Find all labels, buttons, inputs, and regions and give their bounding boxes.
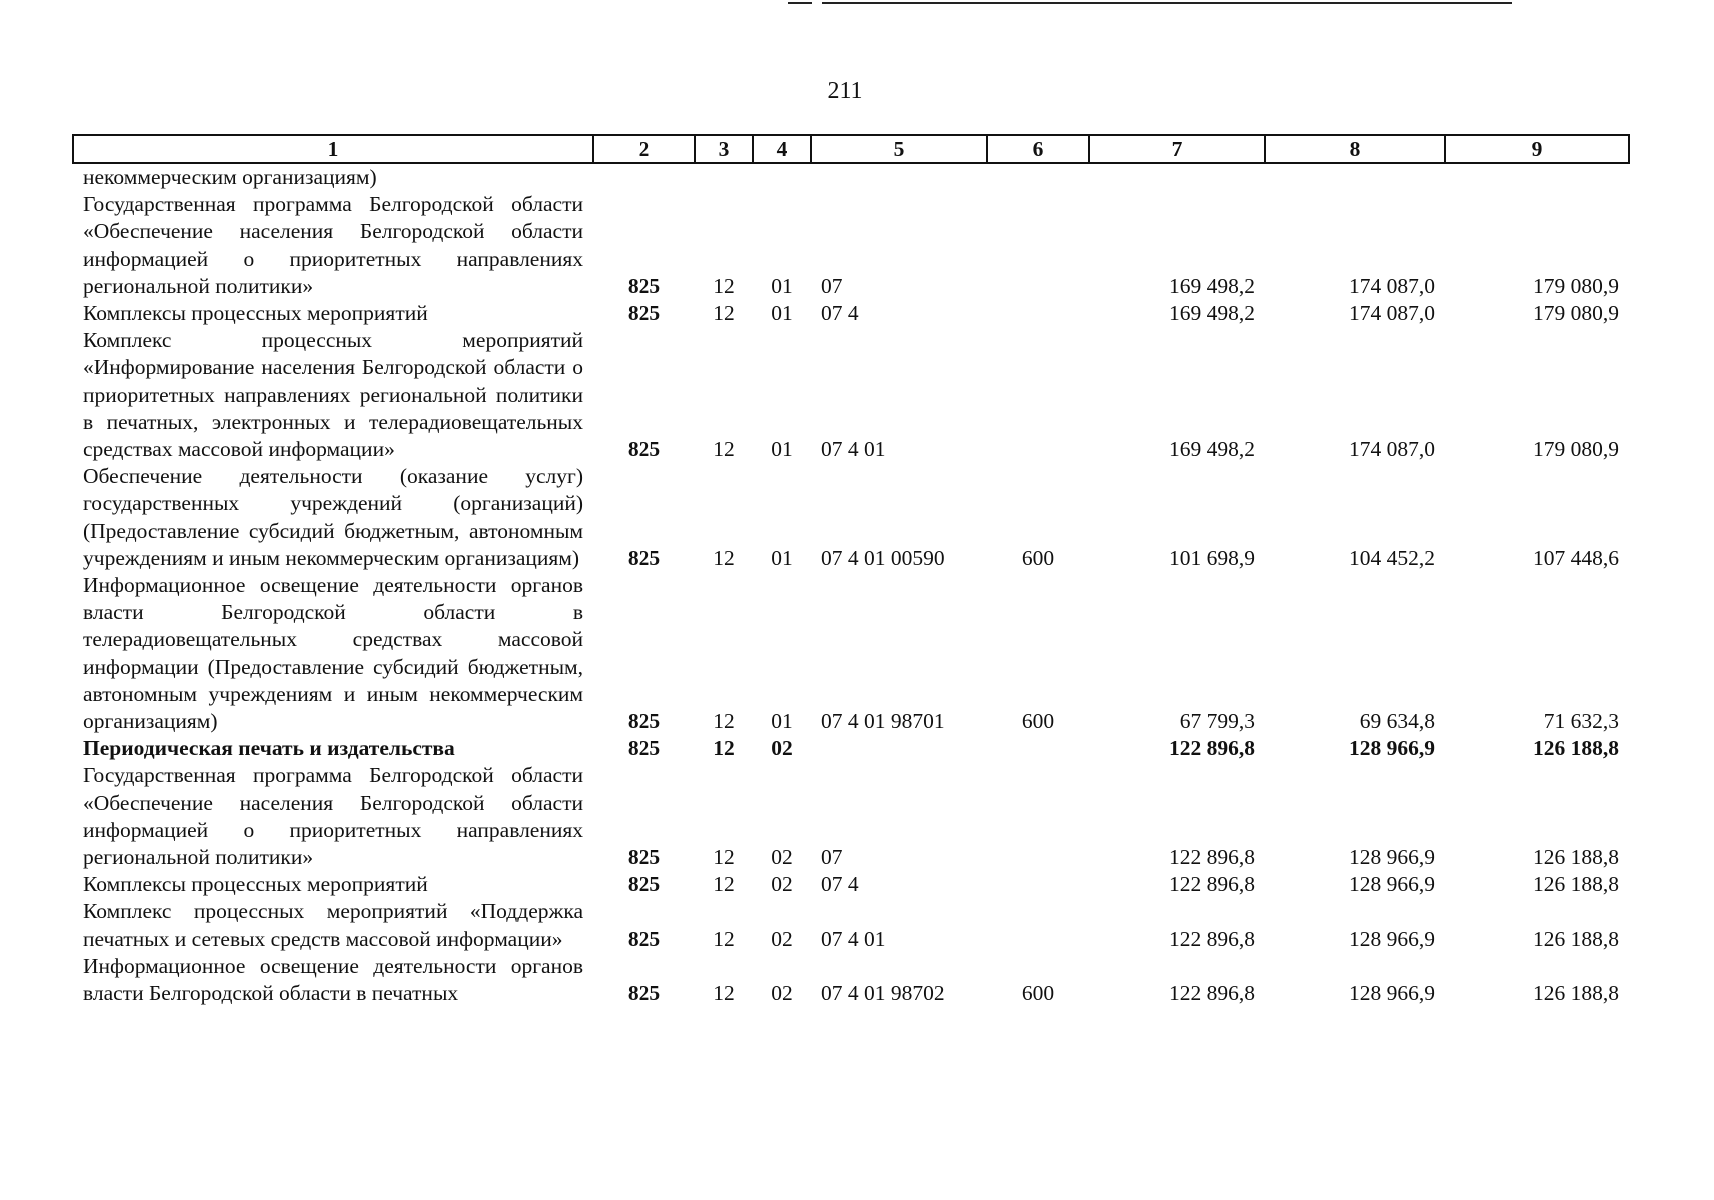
admin-code-cell: 825 — [627, 437, 661, 462]
admin-code-cell: 825 — [627, 872, 661, 897]
amount-col7-cell — [1089, 163, 1265, 191]
amount-col8-cell: 174 087,0 — [1349, 273, 1435, 298]
table-row — [73, 327, 1629, 463]
row-name-cell: Государственная программа Белгородской области «Обеспечение населения Белгородской области информацией о приоритетных направлениях региональной политики» — [83, 192, 583, 298]
admin-code-cell — [593, 163, 695, 191]
expense-type-cell — [987, 871, 1089, 898]
row-name-cell: Периодическая печать и издательства — [83, 736, 455, 761]
amount-col9-cell: 179 080,9 — [1533, 273, 1619, 298]
expense-type-cell: 600 — [1021, 981, 1055, 1006]
amount-col8-cell: 174 087,0 — [1349, 301, 1435, 326]
table-row — [73, 871, 1629, 898]
subsection-cell: 02 — [771, 845, 793, 870]
admin-code-cell: 825 — [627, 736, 661, 761]
row-name-cell: некоммерческим организациям) — [83, 165, 377, 189]
subsection-cell: 01 — [771, 437, 793, 462]
subsection-cell: 02 — [771, 872, 793, 897]
amount-col7-cell: 122 896,8 — [1169, 736, 1255, 761]
column-header: 2 — [593, 135, 695, 163]
column-header: 6 — [987, 135, 1089, 163]
table-row — [73, 300, 1629, 327]
table-row-section-total — [73, 735, 1629, 762]
target-article-cell: 07 4 01 — [821, 926, 886, 951]
table-row — [73, 762, 1629, 871]
section-cell: 12 — [713, 981, 735, 1006]
expense-type-cell — [987, 163, 1089, 191]
section-cell — [695, 163, 753, 191]
admin-code-cell: 825 — [627, 301, 661, 326]
subsection-cell — [753, 163, 811, 191]
amount-col7-cell: 67 799,3 — [1179, 709, 1255, 734]
row-name-cell: Обеспечение деятельности (оказание услуг) государственных учреждений (организаций) (Предоставление субсидий бюджетным, автономным учреждениям и иным некоммерческим организациям) — [83, 464, 583, 570]
admin-code-cell: 825 — [627, 709, 661, 734]
target-article-cell: 07 — [821, 273, 843, 298]
section-cell: 12 — [713, 845, 735, 870]
target-article-cell: 07 4 01 00590 — [821, 545, 945, 570]
table-row — [73, 953, 1629, 1007]
amount-col9-cell: 71 632,3 — [1543, 709, 1619, 734]
expense-type-cell — [987, 762, 1089, 871]
amount-col8-cell — [1265, 163, 1445, 191]
section-cell: 12 — [713, 926, 735, 951]
expense-type-cell — [987, 898, 1089, 952]
amount-col7-cell: 169 498,2 — [1169, 437, 1255, 462]
column-header: 9 — [1445, 135, 1629, 163]
column-header: 8 — [1265, 135, 1445, 163]
amount-col8-cell: 104 452,2 — [1349, 545, 1435, 570]
subsection-cell: 01 — [771, 709, 793, 734]
section-cell: 12 — [713, 273, 735, 298]
top-rule — [822, 2, 1512, 4]
amount-col9-cell: 126 188,8 — [1533, 845, 1619, 870]
amount-col7-cell: 122 896,8 — [1169, 845, 1255, 870]
amount-col9-cell: 126 188,8 — [1533, 736, 1619, 761]
top-rule-short — [788, 2, 812, 4]
admin-code-cell: 825 — [627, 926, 661, 951]
amount-col8-cell: 128 966,9 — [1349, 736, 1435, 761]
expense-type-cell: 600 — [1021, 545, 1055, 570]
amount-col9-cell: 126 188,8 — [1533, 926, 1619, 951]
admin-code-cell: 825 — [627, 981, 661, 1006]
subsection-cell: 02 — [771, 736, 793, 761]
column-header: 1 — [73, 135, 593, 163]
amount-col7-cell: 122 896,8 — [1169, 872, 1255, 897]
table-row — [73, 163, 1629, 191]
subsection-cell: 02 — [771, 926, 793, 951]
row-name-cell: Комплекс процессных мероприятий «Информирование населения Белгородской области о приоритетных направлениях региональной политики в печатных, электронных и телерадиовещательных средствах массовой информации» — [83, 328, 583, 462]
amount-col9-cell: 126 188,8 — [1533, 872, 1619, 897]
subsection-cell: 01 — [771, 545, 793, 570]
section-cell: 12 — [713, 736, 735, 761]
amount-col8-cell: 69 634,8 — [1359, 709, 1435, 734]
page-number: 211 — [827, 78, 863, 104]
target-article-cell: 07 4 — [821, 301, 859, 326]
admin-code-cell: 825 — [627, 545, 661, 570]
expense-type-cell — [987, 735, 1089, 762]
amount-col8-cell: 128 966,9 — [1349, 981, 1435, 1006]
budget-table-container — [72, 134, 1628, 1007]
expense-type-cell: 600 — [1021, 709, 1055, 734]
column-header: 5 — [811, 135, 987, 163]
admin-code-cell: 825 — [627, 273, 661, 298]
amount-col7-cell: 122 896,8 — [1169, 981, 1255, 1006]
amount-col7-cell: 169 498,2 — [1169, 301, 1255, 326]
row-name-cell: Комплексы процессных мероприятий — [83, 301, 428, 326]
target-article-cell: 07 4 — [821, 872, 859, 897]
amount-col9-cell — [1445, 163, 1629, 191]
table-row — [73, 572, 1629, 735]
amount-col9-cell: 179 080,9 — [1533, 301, 1619, 326]
amount-col8-cell: 128 966,9 — [1349, 845, 1435, 870]
amount-col8-cell: 174 087,0 — [1349, 437, 1435, 462]
row-name-cell: Комплекс процессных мероприятий «Поддержка печатных и сетевых средств массовой информации» — [83, 899, 583, 951]
row-name-cell: Информационное освещение деятельности органов власти Белгородской области в печатных — [83, 953, 583, 1006]
target-article-cell — [811, 163, 987, 191]
amount-col9-cell: 126 188,8 — [1533, 981, 1619, 1006]
column-header: 4 — [753, 135, 811, 163]
target-article-cell: 07 4 01 98702 — [821, 981, 945, 1006]
section-cell: 12 — [713, 437, 735, 462]
section-cell: 12 — [713, 301, 735, 326]
expense-type-cell — [987, 191, 1089, 300]
budget-table — [72, 134, 1630, 1007]
expense-type-cell — [987, 300, 1089, 327]
section-cell: 12 — [713, 709, 735, 734]
amount-col9-cell: 179 080,9 — [1533, 437, 1619, 462]
section-cell: 12 — [713, 545, 735, 570]
subsection-cell: 01 — [771, 301, 793, 326]
amount-col9-cell: 107 448,6 — [1533, 545, 1619, 570]
table-row — [73, 191, 1629, 300]
table-row — [73, 898, 1629, 952]
target-article-cell: 07 4 01 98701 — [821, 709, 945, 734]
amount-col8-cell: 128 966,9 — [1349, 926, 1435, 951]
subsection-cell: 01 — [771, 273, 793, 298]
column-header: 3 — [695, 135, 753, 163]
row-name-cell: Информационное освещение деятельности органов власти Белгородской области в телерадиовещательных средствах массовой информации (Предоставление субсидий бюджетным, автономным учреждениям и иным некоммерческим организациям) — [83, 573, 583, 734]
subsection-cell: 02 — [771, 981, 793, 1006]
row-name-cell: Комплексы процессных мероприятий — [83, 872, 428, 897]
table-header-row — [73, 135, 1629, 163]
expense-type-cell — [987, 327, 1089, 463]
table-body — [73, 163, 1629, 1007]
section-cell: 12 — [713, 872, 735, 897]
target-article-cell — [811, 735, 987, 762]
amount-col7-cell: 122 896,8 — [1169, 926, 1255, 951]
amount-col7-cell: 169 498,2 — [1169, 273, 1255, 298]
target-article-cell: 07 — [821, 845, 843, 870]
admin-code-cell: 825 — [627, 845, 661, 870]
target-article-cell: 07 4 01 — [821, 437, 886, 462]
table-row — [73, 463, 1629, 572]
amount-col7-cell: 101 698,9 — [1169, 545, 1255, 570]
amount-col8-cell: 128 966,9 — [1349, 872, 1435, 897]
column-header: 7 — [1089, 135, 1265, 163]
row-name-cell: Государственная программа Белгородской области «Обеспечение населения Белгородской области информацией о приоритетных направлениях региональной политики» — [83, 763, 583, 870]
